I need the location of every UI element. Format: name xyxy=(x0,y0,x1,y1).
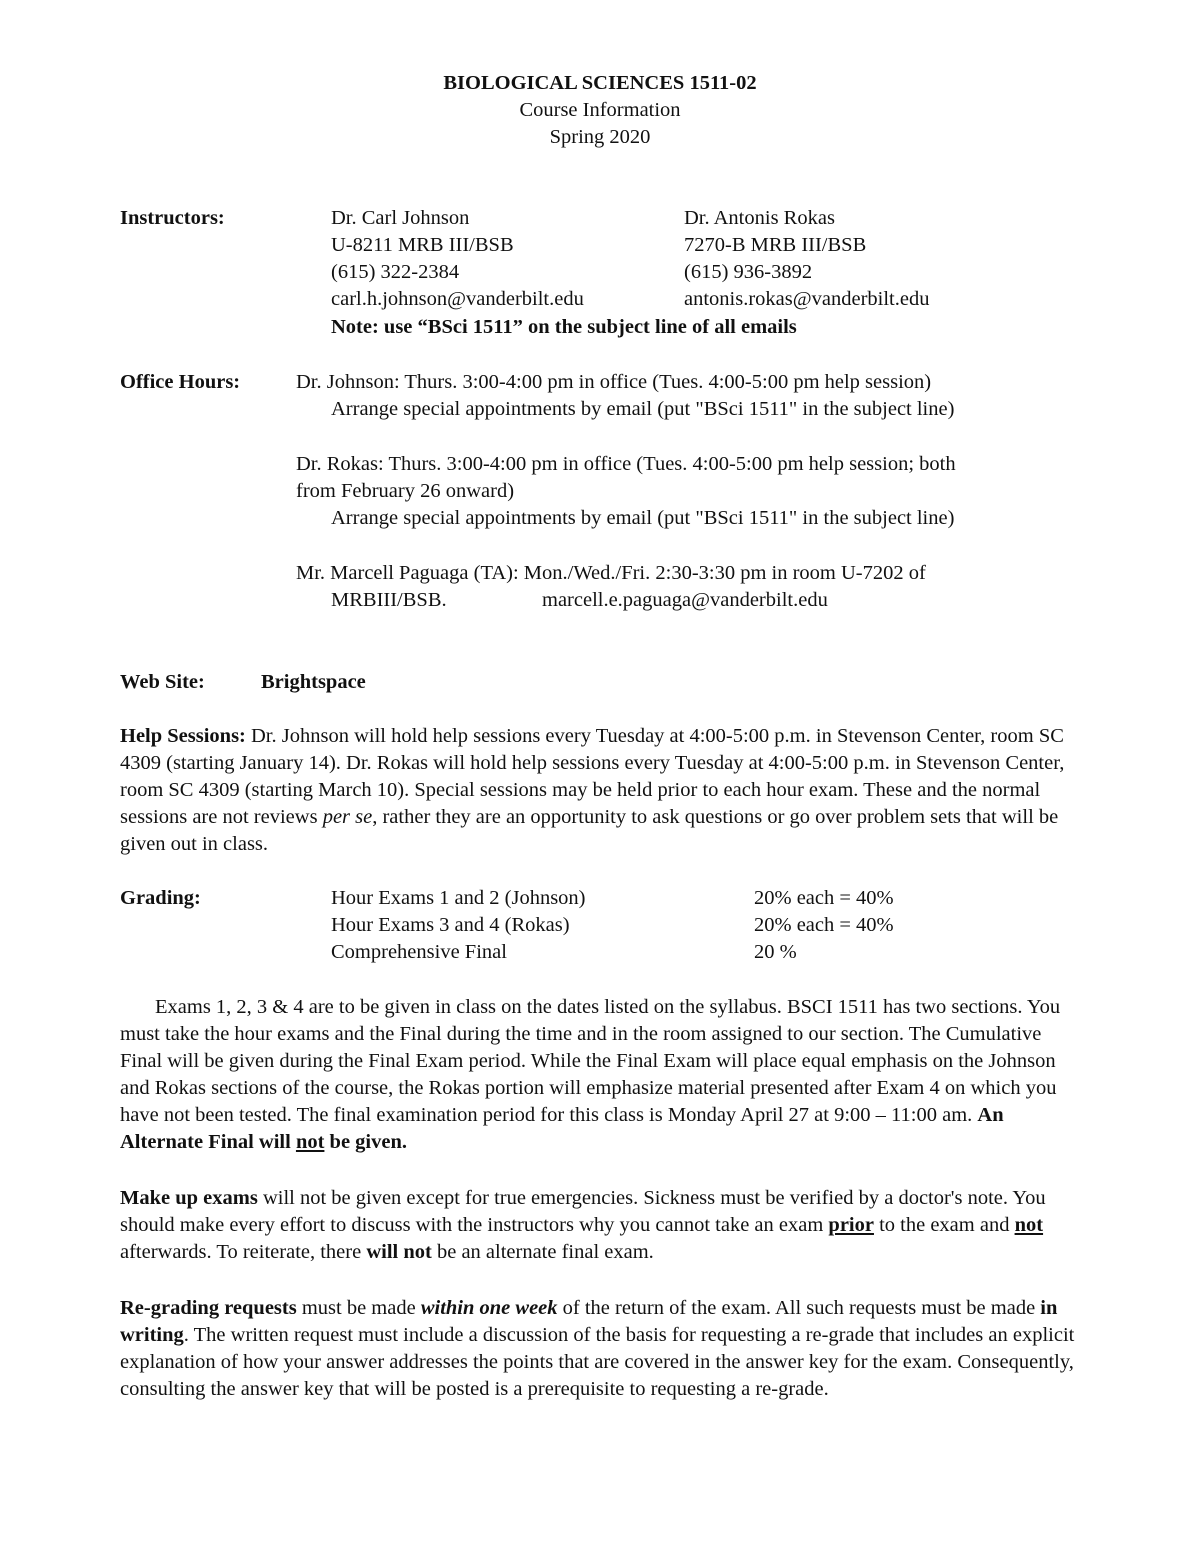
regrade-text-c: . The written request must include a discussion of the basis for requesting a re-grade that includes an explicit explanation of how your answer addresses the points that are covered in the answer key for the exam. Consequently, consulting the answer key that will be posted is a prerequisite to requesting a re-grade. xyxy=(120,1324,1075,1400)
course-title: BIOLOGICAL SCIENCES 1511-02 xyxy=(443,72,757,94)
johnson-hours: Dr. Johnson: Thurs. 3:00-4:00 pm in office (Tues. 4:00-5:00 pm help session) xyxy=(296,371,932,393)
johnson-phone: (615) 322-2384 xyxy=(331,261,460,283)
rokas-hours-line1: Dr. Rokas: Thurs. 3:00-4:00 pm in office (Tues. 4:00-5:00 pm help session; both xyxy=(296,453,956,475)
document-term: Spring 2020 xyxy=(549,126,651,148)
alternate-final-not: not xyxy=(295,1131,325,1153)
office-hours-label: Office Hours: xyxy=(120,371,241,393)
website-label: Web Site: xyxy=(120,671,205,693)
rokas-office: 7270-B MRB III/BSB xyxy=(684,234,867,256)
rokas-email: antonis.rokas@vanderbilt.edu xyxy=(684,288,930,310)
makeup-text-d: be an alternate final exam. xyxy=(431,1241,654,1263)
makeup-text-c: afterwards. To reiterate, there xyxy=(120,1241,367,1263)
makeup-label: Make up exams xyxy=(120,1187,258,1209)
regrade-label: Re-grading requests xyxy=(120,1297,297,1319)
help-sessions-paragraph xyxy=(120,723,1082,858)
regrade-in-writing: in writing xyxy=(120,1297,1058,1346)
johnson-email: carl.h.johnson@vanderbilt.edu xyxy=(331,288,584,310)
help-sessions-label: Help Sessions: xyxy=(120,725,246,747)
document-subtitle: Course Information xyxy=(519,99,681,121)
grading-item: Hour Exams 3 and 4 (Rokas) xyxy=(331,914,570,936)
makeup-not: not xyxy=(1014,1214,1044,1236)
exams-paragraph xyxy=(120,994,1082,1156)
makeup-paragraph xyxy=(120,1185,1082,1266)
help-sessions-text-b: , rather they are an opportunity to ask questions or go over problem sets that will be given out in class. xyxy=(120,806,1059,855)
email-note: Note: use “BSci 1511” on the subject line of all emails xyxy=(331,316,797,338)
alternate-final-text-b: be given. xyxy=(324,1131,407,1153)
makeup-text-a: will not be given except for true emergencies. Sickness must be verified by a doctor's note. You should make every effort to discuss with the instructors why you cannot take an exam xyxy=(120,1187,1046,1236)
johnson-office: U-8211 MRB III/BSB xyxy=(331,234,514,256)
alternate-final-text-a: An Alternate Final will xyxy=(120,1104,1004,1153)
regrade-text-b: of the return of the exam. All such requests must be made xyxy=(557,1297,1041,1319)
makeup-prior: prior xyxy=(828,1214,874,1236)
grading-item: Hour Exams 1 and 2 (Johnson) xyxy=(331,887,586,909)
makeup-will-not: will not xyxy=(366,1241,432,1263)
website-value: Brightspace xyxy=(261,671,366,693)
rokas-phone: (615) 936-3892 xyxy=(684,261,813,283)
grading-weight: 20% each = 40% xyxy=(754,914,894,936)
regrade-within-one-week: within one week xyxy=(420,1297,558,1319)
rokas-appointments: Arrange special appointments by email (put "BSci 1511" in the subject line) xyxy=(331,507,955,529)
makeup-text-b: to the exam and xyxy=(873,1214,1015,1236)
exams-text: Exams 1, 2, 3 & 4 are to be given in class on the dates listed on the syllabus. BSCI 1511 has two sections. You must take the hour exams and the Final during the time and in the room assigned to our section. The Cumulative Final will be given during the Final Exam period. While the Final Exam will place equal emphasis on the Johnson and Rokas sections of the course, the Rokas portion will emphasize material presented after Exam 4 on which you have not been tested. The final examination period for this class is Monday April 27 at 9:00 – 11:00 am. xyxy=(120,996,1061,1126)
rokas-hours-line2: from February 26 onward) xyxy=(296,480,515,502)
document-title xyxy=(0,70,1200,97)
grading-label: Grading: xyxy=(120,887,201,909)
johnson-appointments: Arrange special appointments by email (put "BSci 1511" in the subject line) xyxy=(331,398,955,420)
grading-weight: 20 % xyxy=(754,941,797,963)
johnson-name: Dr. Carl Johnson xyxy=(331,207,470,229)
help-sessions-per-se: per se xyxy=(322,806,373,828)
ta-email: marcell.e.paguaga@vanderbilt.edu xyxy=(542,589,828,611)
regrade-text-a: must be made xyxy=(296,1297,421,1319)
instructors-label: Instructors: xyxy=(120,207,225,229)
help-sessions-text-a: Dr. Johnson will hold help sessions every Tuesday at 4:00-5:00 p.m. in Stevenson Center, room SC 4309 (starting January 14). Dr. Rokas will hold help sessions every Tuesday at 4:00-5:00 p.m. in Stevenson Center, room SC 4309 (starting March 10). Special sessions may be held prior to each hour exam. These and the normal sessions are not reviews xyxy=(120,725,1065,828)
rokas-name: Dr. Antonis Rokas xyxy=(684,207,835,229)
grading-weight: 20% each = 40% xyxy=(754,887,894,909)
ta-hours-location: MRBIII/BSB. xyxy=(331,589,447,611)
ta-hours-line1: Mr. Marcell Paguaga (TA): Mon./Wed./Fri. 2:30-3:30 pm in room U-7202 of xyxy=(296,562,926,584)
regrade-paragraph xyxy=(120,1295,1082,1403)
grading-item: Comprehensive Final xyxy=(331,941,507,963)
